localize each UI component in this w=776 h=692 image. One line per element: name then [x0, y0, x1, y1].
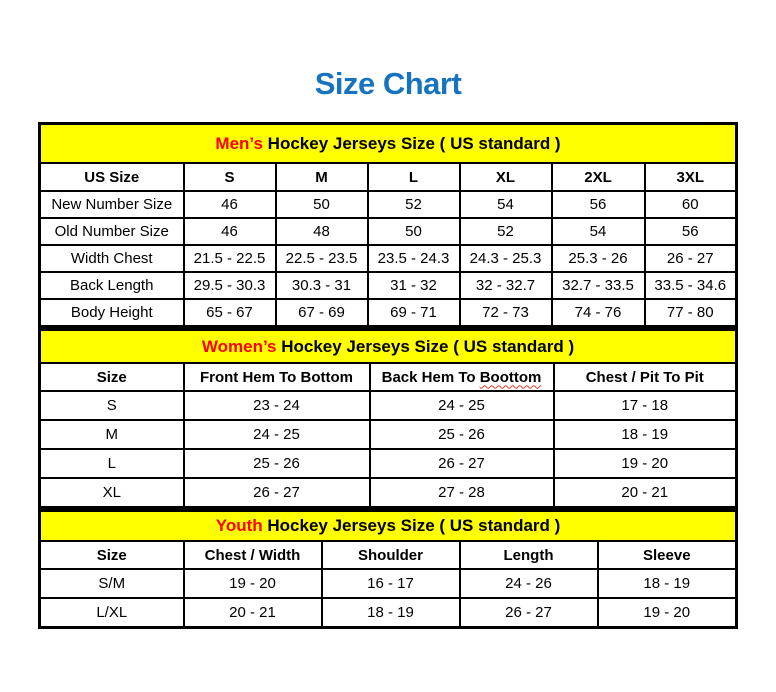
table-cell: 31 - 32: [368, 272, 460, 299]
table-row: [40, 391, 737, 420]
table-cell: 33.5 - 34.6: [645, 272, 737, 299]
table-row: [40, 272, 737, 299]
table-cell: 46: [184, 191, 276, 218]
table-cell: 22.5 - 23.5: [276, 245, 368, 272]
table-cell: 32 - 32.7: [460, 272, 552, 299]
column-header: [370, 363, 554, 391]
table-row: [40, 569, 737, 598]
table-cell: 48: [276, 218, 368, 245]
column-header: Shoulder: [322, 541, 460, 569]
column-header: Size: [40, 541, 184, 569]
womens-size-table: [38, 328, 738, 509]
table-cell: 26 - 27: [460, 598, 598, 628]
table-cell: 67 - 69: [276, 299, 368, 327]
mens-section-title: Hockey Jerseys Size ( US standard ): [262, 133, 561, 153]
youth-section-header: [40, 511, 737, 542]
row-label: S: [40, 391, 184, 420]
table-cell: 29.5 - 30.3: [184, 272, 276, 299]
column-header: Front Hem To Bottom: [184, 363, 370, 391]
youth-section-header-row: [40, 511, 737, 542]
table-cell: 24.3 - 25.3: [460, 245, 552, 272]
mens-section-label: Men’s: [215, 133, 263, 153]
table-cell: 24 - 26: [460, 569, 598, 598]
misspelled-word-spellcheck: Boottom: [479, 368, 542, 386]
mens-size-table: [38, 122, 738, 328]
table-cell: 24 - 25: [370, 391, 554, 420]
womens-section-label: Women’s: [201, 336, 277, 356]
table-cell: 26 - 27: [645, 245, 737, 272]
table-cell: 24 - 25: [184, 420, 370, 449]
table-cell: 18 - 19: [322, 598, 460, 628]
womens-section-title: Hockey Jerseys Size ( US standard ): [276, 336, 575, 356]
table-cell: 65 - 67: [184, 299, 276, 327]
column-header: Length: [460, 541, 598, 569]
table-cell: 25.3 - 26: [552, 245, 645, 272]
table-row: [40, 449, 737, 478]
row-label: New Number Size: [40, 191, 184, 218]
table-cell: 18 - 19: [554, 420, 737, 449]
table-cell: 19 - 20: [598, 598, 737, 628]
table-cell: 18 - 19: [598, 569, 737, 598]
womens-column-header-row: [40, 363, 737, 391]
table-cell: 25 - 26: [370, 420, 554, 449]
table-cell: 54: [460, 191, 552, 218]
table-cell: 26 - 27: [184, 478, 370, 508]
womens-section-header-row: [40, 330, 737, 364]
row-label: XL: [40, 478, 184, 508]
table-cell: 16 - 17: [322, 569, 460, 598]
table-row: [40, 299, 737, 327]
table-row: [40, 478, 737, 508]
column-header: XL: [460, 163, 552, 191]
table-cell: 19 - 20: [184, 569, 322, 598]
column-header: Chest / Width: [184, 541, 322, 569]
table-cell: 54: [552, 218, 645, 245]
womens-section-header: [40, 330, 737, 364]
column-header: S: [184, 163, 276, 191]
table-cell: 23 - 24: [184, 391, 370, 420]
column-header-text: Back Hem To: [381, 368, 480, 386]
size-chart-tables: [38, 122, 735, 629]
row-label: Body Height: [40, 299, 184, 327]
column-header: US Size: [40, 163, 184, 191]
column-header: Sleeve: [598, 541, 737, 569]
youth-size-table: [38, 509, 738, 629]
table-cell: 21.5 - 22.5: [184, 245, 276, 272]
table-cell: 69 - 71: [368, 299, 460, 327]
row-label: Width Chest: [40, 245, 184, 272]
column-header: 2XL: [552, 163, 645, 191]
table-cell: 50: [276, 191, 368, 218]
youth-section-label: Youth: [215, 516, 263, 535]
mens-column-header-row: [40, 163, 737, 191]
table-cell: 52: [460, 218, 552, 245]
table-row: [40, 420, 737, 449]
mens-section-header: [40, 124, 737, 164]
row-label: S/M: [40, 569, 184, 598]
table-cell: 72 - 73: [460, 299, 552, 327]
column-header: Size: [40, 363, 184, 391]
table-cell: 32.7 - 33.5: [552, 272, 645, 299]
column-header: M: [276, 163, 368, 191]
mens-section-header-row: [40, 124, 737, 164]
row-label: Old Number Size: [40, 218, 184, 245]
table-cell: 52: [368, 191, 460, 218]
table-cell: 25 - 26: [184, 449, 370, 478]
column-header: 3XL: [645, 163, 737, 191]
table-cell: 27 - 28: [370, 478, 554, 508]
table-row: [40, 191, 737, 218]
youth-column-header-row: [40, 541, 737, 569]
row-label: Back Length: [40, 272, 184, 299]
row-label: M: [40, 420, 184, 449]
table-cell: 17 - 18: [554, 391, 737, 420]
table-cell: 50: [368, 218, 460, 245]
row-label: L: [40, 449, 184, 478]
page-title: Size Chart: [314, 66, 462, 101]
table-cell: 20 - 21: [184, 598, 322, 628]
table-cell: 20 - 21: [554, 478, 737, 508]
table-cell: 77 - 80: [645, 299, 737, 327]
table-cell: 60: [645, 191, 737, 218]
table-cell: 30.3 - 31: [276, 272, 368, 299]
table-cell: 74 - 76: [552, 299, 645, 327]
table-cell: 56: [645, 218, 737, 245]
row-label: L/XL: [40, 598, 184, 628]
column-header: L: [368, 163, 460, 191]
table-cell: 46: [184, 218, 276, 245]
table-cell: 26 - 27: [370, 449, 554, 478]
table-cell: 19 - 20: [554, 449, 737, 478]
table-cell: 23.5 - 24.3: [368, 245, 460, 272]
table-row: [40, 598, 737, 628]
table-cell: 56: [552, 191, 645, 218]
table-row: [40, 245, 737, 272]
table-row: [40, 218, 737, 245]
youth-section-title: Hockey Jerseys Size ( US standard ): [262, 516, 561, 535]
column-header: Chest / Pit To Pit: [554, 363, 737, 391]
